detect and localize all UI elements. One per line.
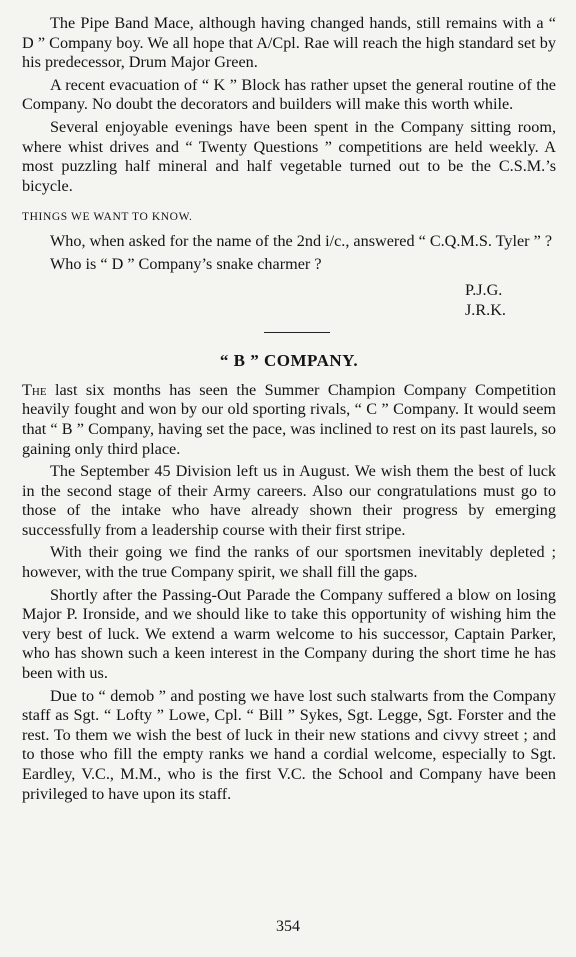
paragraph-passing-out: Shortly after the Passing-Out Parade the Company suffered a blow on losing Major P. Ironside, and we should like to take this opportunity of wishing him the very best of luck. We extend a warm welcome to his successor, Captain Parker, who has shown such a keen interest in the Company during the short time he has been with us. [22,585,556,683]
section-divider [264,332,330,333]
paragraph-k-block: A recent evacuation of “ K ” Block has rather upset the general routine of the Company. No doubt the decorators and builders will make this worth while. [22,75,556,114]
question-snake-charmer: Who is “ D ” Company’s snake charmer ? [50,254,322,273]
signature-line: J.R.K. [465,301,506,320]
page-number: 354 [276,918,300,935]
first-word: The [22,380,47,399]
signature-block [22,280,556,320]
paragraph-sportsmen: With their going we find the ranks of our sportsmen inevitably depleted ; however, with the true Company spirit, we shall fill the gaps. [22,543,556,582]
paragraph-demob: Due to “ demob ” and posting we have lost such stalwarts from the Company staff as Sgt. “ Lofty ” Lowe, Cpl. “ Bill ” Sykes, Sgt. Legge, Sgt. Forster and the rest. To them we wish the best of luck in their new stations and civvy street ; and to those who fill the empty ranks we hand a cordial welcome, especially to Sgt. Eardley, V.C., M.M., who is the first V.C. the School and Company have been privileged to have upon its staff. [22,686,556,803]
paragraph-evenings: Several enjoyable evenings have been spent in the Company sitting room, where whist drives and “ Twenty Questions ” competitions are held weekly. A most puzzling half mineral and half vegetable turned out to be the C.S.M.’s bicycle. [22,117,556,195]
paragraph-pipe-band: The Pipe Band Mace, although having changed hands, still remains with a “ D ” Company boy. We all hope that A/Cpl. Rae will reach the high standard set by his predecessor, Drum Major Green. [22,14,556,72]
first-paragraph-rest: last six months has seen the Summer Champion Company Competition heavily fought and won by our old sporting rivals, “ C ” Company. It would seem that “ B ” Company, having set the pace, was inclined to rest on its past laurels, so gaining only third place. [22,380,556,458]
signature-line: P.J.G. [465,281,503,300]
section-title: “ B ” COMPANY. [219,351,359,371]
things-heading: THINGS WE WANT TO KNOW. [22,211,193,224]
question-2nd-ic: Who, when asked for the name of the 2nd i/c., answered “ C.Q.M.S. Tyler ” ? [50,231,553,250]
paragraph-b-intro [22,381,556,459]
paragraph-september-division: The September 45 Division left us in August. We wish them the best of luck in the second stage of their Army careers. Also our congratulations must go to those of the intake who have already shown their progress by emerging successfully from a leadership course with their first stripe. [22,462,556,539]
